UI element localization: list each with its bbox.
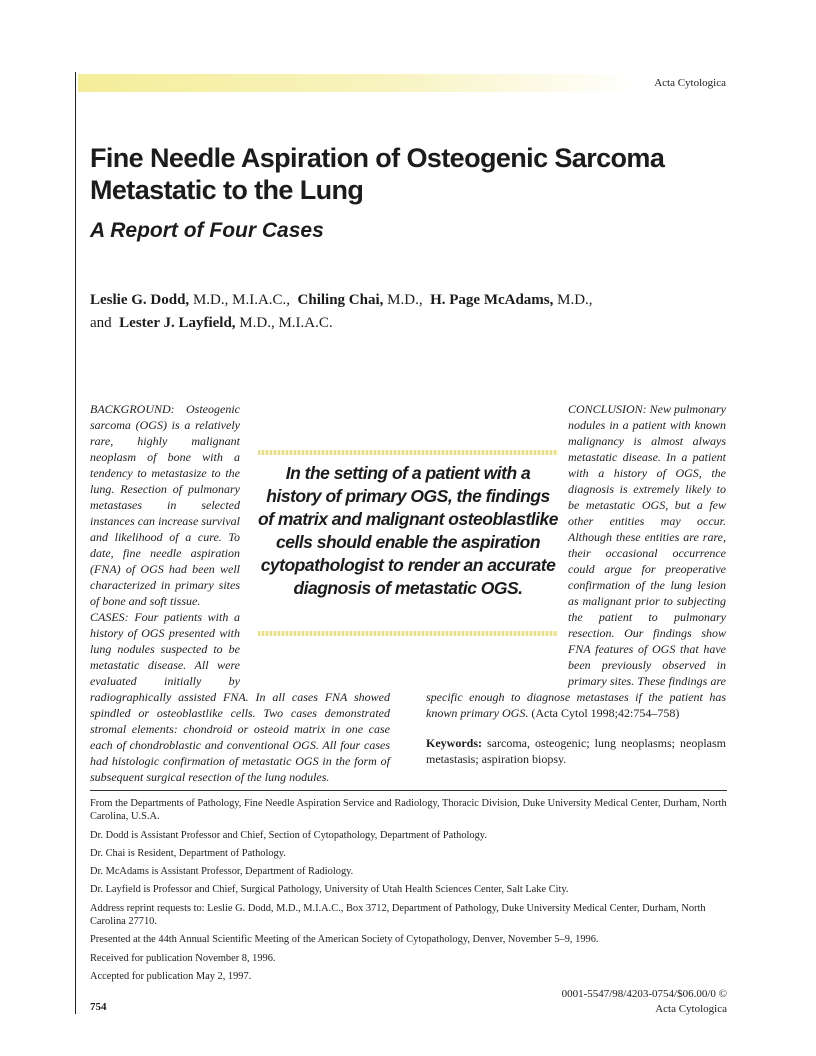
- footnote: Dr. McAdams is Assistant Professor, Department of Radiology.: [90, 866, 354, 878]
- article-title: Fine Needle Aspiration of Osteogenic Sarcoma Metastatic to the Lung: [90, 143, 665, 205]
- footnote: Received for publication November 8, 1996.: [90, 952, 276, 964]
- abstract-conclusion: CONCLUSION: New pulmonary nodules in a patient with known malignancy is almost always metastatic disease. In a patient with a history of OGS, the diagnosis is extremely likely to be metastatic OGS, but a few other entities may occur. Although these entities are rare, their occasional occurrence could argue for preoperative confirmation of the lung lesion as malignant prior to subjecting the patient to pulmonary resection. Our findings show FNA features of OGS that have been previously observed in primary sites. These findings are specific enough to diagnose metastases if the patient has known primary OGS.: [426, 402, 727, 720]
- footnote: Address reprint requests to: Leslie G. Dodd, M.D., M.I.A.C., Box 3712, Department of Pathology, Duke University Medical Center, Durham, North Carolina 27710.: [90, 902, 706, 928]
- footnote: From the Departments of Pathology, Fine Needle Aspiration Service and Radiology, Thoracic Division, Duke University Medical Center, Durham, North Carolina, U.S.A.: [90, 798, 727, 823]
- author-name: Chiling Chai,: [297, 292, 384, 308]
- author-credentials: M.D.,: [387, 292, 423, 308]
- page-number: 754: [90, 1001, 107, 1013]
- footnote: Dr. Layfield is Professor and Chief, Surgical Pathology, University of Utah Health Sciences Center, Salt Lake City.: [90, 884, 569, 896]
- abstract-background: BACKGROUND: Osteogenic sarcoma (OGS) is a relatively rare, highly malignant neoplasm of bone with a tendency to metastasize to the lung. Resection of pulmonary metastases in selected instances can increase survival and likelihood of a cure. To date, fine needle aspiration (FNA) of OGS had been well characterized in primary sites of bone and soft tissue.: [90, 402, 240, 608]
- footer-journal: Acta Cytologica: [655, 1003, 727, 1015]
- footnote: Dr. Chai is Resident, Department of Pathology.: [90, 847, 286, 859]
- author-name: Leslie G. Dodd,: [90, 292, 190, 308]
- header-band: [78, 74, 638, 92]
- footnote: Dr. Dodd is Assistant Professor and Chief, Section of Cytopathology, Department of Pathology.: [90, 829, 487, 841]
- pull-quote: [258, 450, 558, 636]
- article-subtitle: A Report of Four Cases: [90, 219, 324, 242]
- author-name: Lester J. Layfield,: [119, 315, 236, 331]
- pull-quote-bottom-band: [258, 631, 558, 636]
- author-list: [90, 289, 730, 335]
- abstract-citation: (Acta Cytol 1998;42:754–758): [531, 706, 680, 720]
- keywords-label: Keywords:: [426, 736, 482, 750]
- pull-quote-text: In the setting of a patient with a history of primary OGS, the findings of matrix and malignant osteoblastlike cells should enable the aspiration cytopathologist to render an accurate diagnosis of metastatic OGS.: [258, 463, 558, 598]
- author-credentials: M.D., M.I.A.C.,: [192, 292, 291, 308]
- keywords-text: sarcoma, osteogenic; lung neoplasms; neoplasm metastasis; aspiration biopsy.: [426, 736, 727, 766]
- footer-code: 0001-5547/98/4203-0754/$06.00/0 ©: [561, 988, 727, 1000]
- footnote-rule: [90, 790, 727, 791]
- abstract-cases: CASES: Four patients with a history of OGS presented with lung nodules suspected to be metastatic disease. All were evaluated initially by radiographically assisted FNA. In all cases FNA showed spindled or osteoblastlike cells. Two cases demonstrated stromal elements: chondroid or osteoid matrix in one case each of chondroblastic and conventional OGS. All four cases had histologic confirmation of metastatic OGS in the form of subsequent surgical resection of the lung nodules.: [90, 610, 390, 784]
- margin-rule: [75, 72, 76, 1014]
- author-credentials: M.D., M.I.A.C.: [239, 315, 333, 331]
- footnote: Accepted for publication May 2, 1997.: [90, 970, 252, 982]
- pull-quote-top-band: [258, 450, 558, 455]
- footnotes: [90, 797, 727, 988]
- author-conjunction: and: [90, 315, 112, 331]
- keywords: [426, 735, 726, 767]
- footnote: Presented at the 44th Annual Scientific Meeting of the American Society of Cytopathology, Denver, November 5–9, 1996.: [90, 934, 599, 946]
- journal-name-header: Acta Cytologica: [654, 77, 726, 89]
- footer-citation: [562, 987, 727, 1017]
- author-credentials: M.D.,: [557, 292, 593, 308]
- author-name: H. Page McAdams,: [430, 292, 554, 308]
